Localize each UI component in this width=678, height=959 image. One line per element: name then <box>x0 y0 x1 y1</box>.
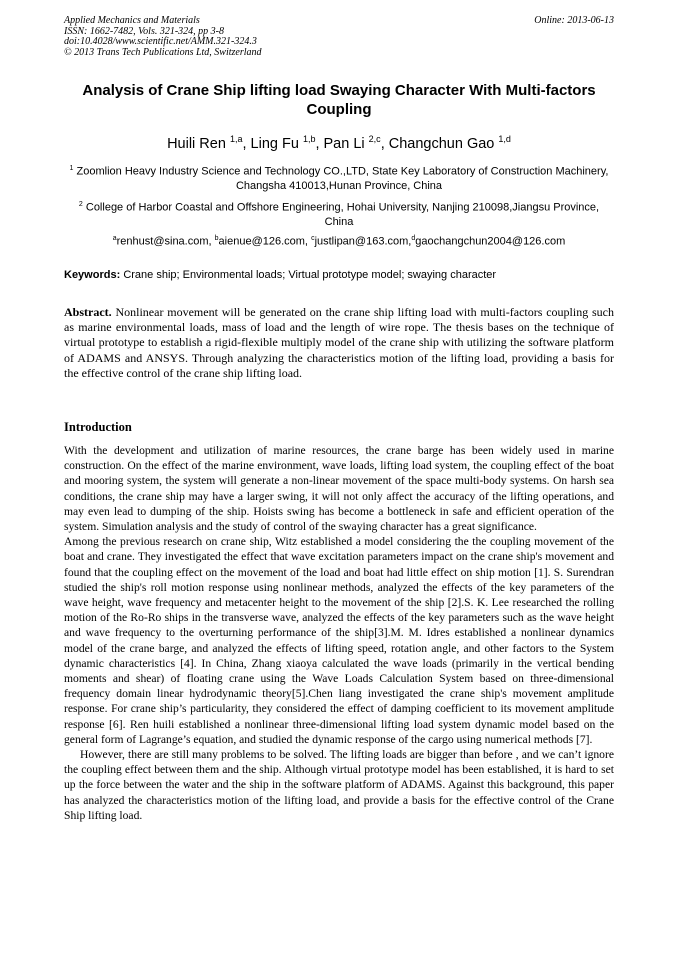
paragraph: However, there are still many problems to be solved. The lifting loads are bigger than before , and we can’t ignore the coupling effect between them and the ship. Although virtual prototype model has been established, it is hard to set up the force between the water and the ship in the software platform of ADAMS. Against this background, this paper has analyzed the characteristics motion of the lifting load, and provide a basis for the effective control of the Crane Ship lifting load. <box>64 748 614 822</box>
journal-header <box>64 16 614 58</box>
paragraph: With the development and utilization of marine resources, the crane barge has been widely used in marine construction. On the effect of the marine environment, wave loads, lifting load system, the coupling effect of the boat and mooring system, the system will generate a non-linear movement of the space multi-body systems. On harsh sea conditions, the crane ship may have a larger swing, it will not only affect the accuracy of the lifting operations, and may even lead to dumping of the ship. Hoists swing has become a bottleneck in safe and efficient operation of the system. Simulation analysis and the study of control of the swaying character has a great significance. <box>64 444 614 534</box>
section-heading: Introduction <box>64 420 132 434</box>
abstract <box>64 305 614 381</box>
author: Ling Fu $^{1,b}$, <box>250 134 324 152</box>
author-list <box>64 130 614 153</box>
online-date: Online: 2013-06-13 <box>534 15 614 26</box>
doi-line: doi:10.4028/www.scientific.net/AMM.321-324.3 <box>64 36 257 47</box>
email-link[interactable]: aienue@126.com, <box>218 235 312 248</box>
abstract-label: Abstract. <box>64 305 112 319</box>
keywords-text: Crane ship; Environmental loads; Virtual prototype model; swaying character <box>123 269 497 281</box>
paragraph: Among the previous research on crane ship, Witz established a model considering the the coupling movement of the boat and crane. They investigated the effect that wave excitation parameters impact on the crane ship's movement and found that the coupling effect on the movement of the load and boat had little effect on ship motion [1]. S. Surendran studied the ship's roll motion response using nonlinear methods, analyzed the effects of the key parameters of the wave height, wave frequency and metacenter height to the movement of the ship [2].S. K. Lee researched the rolling motion of the Ro-Ro ships in the transverse wave, analyzed the effects of the key parameters such as the wave height and wave frequency to the overturning performance of the ship[3].M. M. Idres established a nonlinear dynamics model of the crane barge, and analyzed the effects of lifting speed, rotation angle, and other factors to the System dynamic characteristics [4]. In China, Zhang xiaoya calculated the wave loads (primarily in the vertical bending moments and shear) of floating crane using the Wave Loads Calculation System based on three-dimensional frequency domain linear hydrodynamic theory[5].Chen liang investigated the crane ship's movement amplitude response. For crane ship’s particularity, they considered the effect of damping coefficient to its movement amplitude response [6]. Ren huili established a nonlinear three-dimensional lifting load system dynamic model based on the general form of Lagrange’s equation, and studied the dynamic response of the cargo using numerical methods [7]. <box>64 535 614 746</box>
affiliation-1: $^1$ Zoomlion Heavy Industry Science and Technology CO.,LTD, State Key Laboratory of Construction Machinery, Changsha 410013,Hunan Province, China <box>69 165 609 192</box>
issn-line: ISSN: 1662-7482, Vols. 321-324, pp 3-8 <box>64 25 224 37</box>
email-link[interactable]: gaochangchun2004@126.com <box>415 235 566 248</box>
affiliation-2: $^2$ College of Harbor Coastal and Offshore Engineering, Hohai University, Nanjing 210098,Jiangsu Province, China <box>78 201 600 228</box>
author: Changchun Gao $^{1,d}$ <box>388 134 511 152</box>
email-link[interactable]: renhust@sina.com, <box>116 235 215 248</box>
email-link[interactable]: justlipan@163.com, <box>314 235 412 248</box>
email-list: $^a$renhust@sina.com, $^b$aienue@126.com, $^c$justlipan@163.com,$^d$gaochangchun2004@126.com <box>112 235 566 248</box>
introduction-body <box>64 443 614 823</box>
journal-name: Applied Mechanics and Materials <box>64 15 200 26</box>
keywords-label: Keywords: <box>64 269 121 281</box>
copyright-line: © 2013 Trans Tech Publications Ltd, Switzerland <box>64 46 262 58</box>
keywords <box>64 268 614 282</box>
author: Huili Ren $^{1,a}$, <box>167 134 251 152</box>
author: Pan Li $^{2,c}$, <box>323 134 389 152</box>
abstract-text: Nonlinear movement will be generated on the crane ship lifting load with multi-factors coupling such as marine environmental loads, mass of load and the length of wire rope. The thesis bases on the technique of virtual prototype to establish a rigid-flexible multiply model of the crane ship with utilizing the software platform of ADAMS and ANSYS. Through analyzing the characteristics motion of the lifting load, providing a basis for the effective control of the crane ship lifting load. <box>64 305 615 380</box>
paper-title: Analysis of Crane Ship lifting load Swaying Character With Multi-factors Coupling <box>82 82 596 118</box>
